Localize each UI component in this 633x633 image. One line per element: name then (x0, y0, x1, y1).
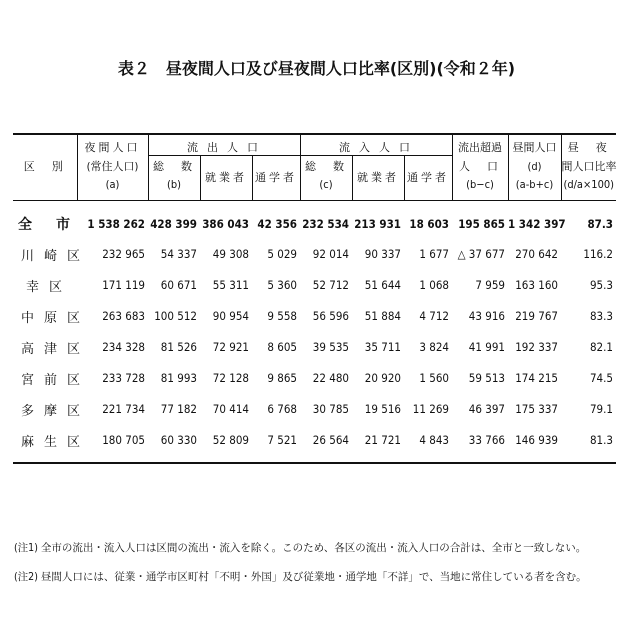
cell-outflow-work: 90 954 (212, 309, 249, 323)
header-inflow-total-c: (c) (300, 178, 352, 201)
cell-inflow-work: 35 711 (364, 340, 401, 354)
cell-inflow-total: 30 785 (312, 402, 349, 416)
cell-day-pop: 219 767 (515, 309, 558, 323)
cell-ratio: 82.1 (589, 340, 613, 354)
header-inflow-work: 就業者 (352, 156, 404, 201)
cell-inflow-total: 232 534 (302, 216, 349, 231)
header-net-1: 流出超過 (452, 134, 508, 156)
cell-day-pop: 270 642 (515, 247, 558, 261)
header-outflow: 流出人口 (148, 134, 300, 156)
header-inflow-total: 総 数 (300, 156, 352, 178)
cell-inflow-work: 51 644 (364, 278, 401, 292)
cell-inflow-work: 90 337 (364, 247, 401, 261)
cell-net-outflow: 195 865 (458, 216, 505, 231)
cell-inflow-work: 20 920 (364, 371, 401, 385)
cell-outflow-total: 100 512 (154, 309, 197, 323)
cell-outflow-school: 9 558 (267, 309, 297, 323)
table-row (13, 394, 616, 425)
cell-ratio: 116.2 (583, 247, 613, 261)
header-night-pop-1: 夜間人口 (77, 134, 148, 156)
table-row (13, 332, 616, 363)
table-row (13, 270, 616, 301)
cell-inflow-school: 4 712 (419, 309, 449, 323)
cell-outflow-school: 8 605 (267, 340, 297, 354)
cell-ratio: 87.3 (587, 216, 613, 231)
cell-inflow-school: 18 603 (409, 216, 449, 231)
cell-outflow-total: 54 337 (160, 247, 197, 261)
cell-outflow-total: 77 182 (160, 402, 197, 416)
header-outflow-total: 総 数 (148, 156, 200, 178)
header-inflow: 流入人口 (300, 134, 452, 156)
table-header (13, 134, 616, 200)
cell-night-pop: 180 705 (102, 433, 145, 447)
cell-outflow-work: 70 414 (212, 402, 249, 416)
cell-outflow-total: 60 671 (160, 278, 197, 292)
cell-day-pop: 1 342 397 (508, 216, 566, 231)
cell-inflow-school: 11 269 (412, 402, 449, 416)
population-table (13, 133, 616, 464)
ward-name: 高津区 (21, 341, 91, 357)
cell-ratio: 83.3 (589, 309, 613, 323)
cell-night-pop: 233 728 (102, 371, 145, 385)
ward-name: 幸区 (25, 279, 72, 295)
cell-outflow-school: 6 768 (267, 402, 297, 416)
ward-name: 全市 (18, 216, 94, 233)
header-day-pop-3: (a-b+c) (508, 178, 561, 201)
header-net-2: 人 口 (452, 156, 508, 178)
cell-inflow-total: 52 712 (312, 278, 349, 292)
cell-outflow-total: 60 330 (160, 433, 197, 447)
table-row (13, 239, 616, 270)
ward-name: 川崎区 (21, 248, 91, 264)
note-1: (注1) 全市の流出・流入人口は区間の流出・流入を除く。このため、各区の流出・流入人口の合計は、全市と一致しない。 (14, 542, 587, 554)
header-outflow-total-b: (b) (148, 178, 200, 201)
cell-night-pop: 234 328 (102, 340, 145, 354)
cell-outflow-total: 428 399 (150, 216, 197, 231)
cell-net-outflow: 41 991 (468, 340, 505, 354)
header-ratio-3: (d/a×100) (561, 178, 616, 201)
table-row (13, 200, 616, 239)
header-inflow-school: 通学者 (404, 156, 452, 201)
ward-name: 宮前区 (21, 372, 91, 388)
table-row (13, 301, 616, 332)
header-outflow-work: 就業者 (200, 156, 252, 201)
cell-inflow-school: 4 843 (419, 433, 449, 447)
cell-net-outflow: 46 397 (468, 402, 505, 416)
cell-inflow-school: 3 824 (419, 340, 449, 354)
cell-inflow-total: 39 535 (312, 340, 349, 354)
cell-outflow-total: 81 993 (160, 371, 197, 385)
header-ratio-1: 昼 夜 (561, 134, 616, 156)
cell-day-pop: 163 160 (515, 278, 558, 292)
ward-name: 麻生区 (21, 434, 91, 450)
cell-outflow-work: 72 128 (212, 371, 249, 385)
header-outflow-school: 通学者 (252, 156, 300, 201)
cell-outflow-work: 55 311 (212, 278, 249, 292)
cell-ratio: 95.3 (589, 278, 613, 292)
cell-inflow-total: 92 014 (312, 247, 349, 261)
header-ward: 区 別 (13, 134, 77, 200)
cell-outflow-total: 81 526 (160, 340, 197, 354)
header-day-pop-2: (d) (508, 156, 561, 178)
cell-night-pop: 221 734 (102, 402, 145, 416)
note-2: (注2) 昼間人口には、従業・通学市区町村「不明・外国」及び従業地・通学地「不詳」で、当地に常住している者を含む。 (14, 571, 587, 583)
cell-net-outflow: 43 916 (468, 309, 505, 323)
cell-night-pop: 1 538 262 (87, 216, 145, 231)
cell-inflow-total: 22 480 (312, 371, 349, 385)
cell-night-pop: 171 119 (102, 278, 145, 292)
table-body (13, 200, 616, 464)
cell-ratio: 79.1 (589, 402, 613, 416)
cell-inflow-total: 56 596 (312, 309, 349, 323)
cell-night-pop: 232 965 (102, 247, 145, 261)
cell-outflow-school: 5 360 (267, 278, 297, 292)
cell-net-outflow: 33 766 (468, 433, 505, 447)
cell-outflow-school: 9 865 (267, 371, 297, 385)
cell-ratio: 81.3 (589, 433, 613, 447)
cell-night-pop: 263 683 (102, 309, 145, 323)
header-night-pop-3: (a) (77, 178, 148, 201)
cell-outflow-work: 49 308 (212, 247, 249, 261)
cell-inflow-school: 1 677 (419, 247, 449, 261)
cell-inflow-work: 19 516 (364, 402, 401, 416)
ward-name: 多摩区 (21, 403, 91, 419)
cell-outflow-work: 386 043 (202, 216, 249, 231)
cell-inflow-work: 51 884 (364, 309, 401, 323)
header-day-pop-1: 昼間人口 (508, 134, 561, 156)
cell-inflow-total: 26 564 (312, 433, 349, 447)
header-ratio-2: 間人口比率 (561, 156, 616, 178)
table-row (13, 363, 616, 394)
cell-net-outflow: 59 513 (468, 371, 505, 385)
cell-outflow-work: 72 921 (212, 340, 249, 354)
cell-inflow-school: 1 068 (419, 278, 449, 292)
cell-ratio: 74.5 (589, 371, 613, 385)
cell-net-outflow: 7 959 (475, 278, 505, 292)
cell-day-pop: 192 337 (515, 340, 558, 354)
cell-day-pop: 175 337 (515, 402, 558, 416)
cell-outflow-school: 42 356 (257, 216, 297, 231)
cell-net-outflow: △ 37 677 (457, 247, 505, 261)
cell-day-pop: 146 939 (515, 433, 558, 447)
ward-name: 中原区 (21, 310, 91, 326)
cell-day-pop: 174 215 (515, 371, 558, 385)
table-title: 表２ 昼夜間人口及び昼夜間人口比率(区別)(令和２年) (117, 59, 516, 78)
cell-inflow-work: 213 931 (354, 216, 401, 231)
table-row (13, 425, 616, 456)
cell-inflow-work: 21 721 (364, 433, 401, 447)
cell-inflow-school: 1 560 (419, 371, 449, 385)
cell-outflow-school: 7 521 (267, 433, 297, 447)
cell-outflow-school: 5 029 (267, 247, 297, 261)
header-net-3: (b−c) (452, 178, 508, 201)
header-night-pop-2: (常住人口) (77, 156, 148, 178)
cell-outflow-work: 52 809 (212, 433, 249, 447)
